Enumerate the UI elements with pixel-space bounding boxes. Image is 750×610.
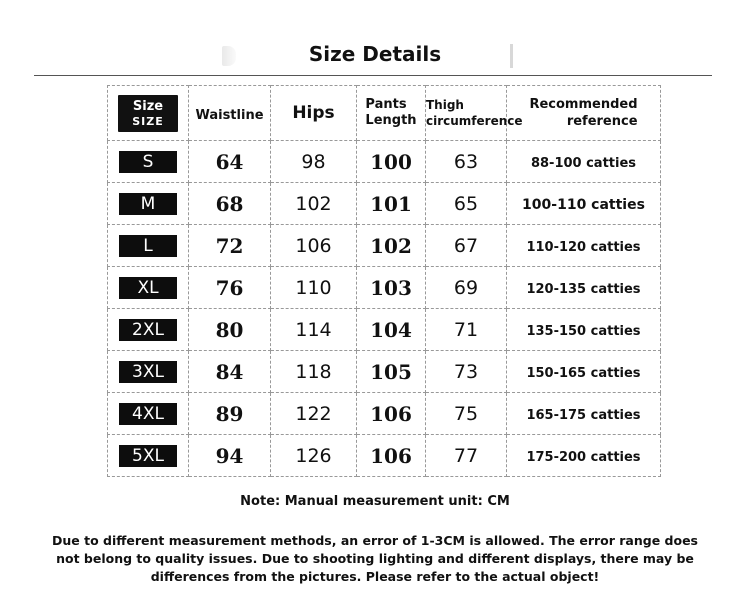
recommended-cell xyxy=(507,225,661,267)
thigh-cell xyxy=(426,351,507,393)
waistline-cell xyxy=(189,141,271,183)
pants-length-value: 101 xyxy=(370,191,412,216)
recommended-value: 150-165 catties xyxy=(526,366,641,381)
pants-length-cell xyxy=(357,267,426,309)
hips-cell xyxy=(271,267,357,309)
size-label: L xyxy=(119,235,177,257)
pants-length-value: 106 xyxy=(370,443,412,468)
header-recommended xyxy=(507,86,661,141)
size-cell xyxy=(108,267,189,309)
size-cell xyxy=(108,393,189,435)
thigh-value: 67 xyxy=(453,234,479,257)
header-size xyxy=(108,86,189,141)
hips-value: 106 xyxy=(295,234,332,257)
waistline-cell xyxy=(189,393,271,435)
recommended-value: 165-175 catties xyxy=(526,408,641,423)
pants-length-cell xyxy=(357,225,426,267)
size-header-line2: SIZE xyxy=(132,114,164,128)
waistline-cell xyxy=(189,309,271,351)
size-label: 2XL xyxy=(119,319,177,341)
hips-cell xyxy=(271,435,357,477)
hips-value: 122 xyxy=(295,402,332,425)
table-row xyxy=(108,141,661,183)
waistline-cell xyxy=(189,351,271,393)
thigh-value: 75 xyxy=(453,402,479,425)
recommended-value: 175-200 catties xyxy=(526,450,641,465)
recommended-value: 120-135 catties xyxy=(526,282,641,297)
pants-length-value: 102 xyxy=(370,233,412,258)
size-cell xyxy=(108,309,189,351)
hips-cell xyxy=(271,351,357,393)
recommended-value: 88-100 catties xyxy=(530,156,637,171)
pants-length-cell xyxy=(357,141,426,183)
thigh-value: 73 xyxy=(453,360,479,383)
pants-length-value: 105 xyxy=(370,359,412,384)
pants-length-header xyxy=(365,97,416,129)
recommended-value: 110-120 catties xyxy=(526,240,641,255)
title-divider xyxy=(34,75,712,76)
size-label: 5XL xyxy=(119,445,177,467)
rec-header-line1: Recommended xyxy=(529,97,638,112)
size-cell xyxy=(108,183,189,225)
measurement-note: Note: Manual measurement unit: CM xyxy=(240,494,510,509)
hips-value: 98 xyxy=(301,150,326,173)
waistline-value: 80 xyxy=(215,317,244,342)
thigh-cell xyxy=(426,309,507,351)
hips-cell xyxy=(271,141,357,183)
size-label: XL xyxy=(119,277,177,299)
pants-length-cell xyxy=(357,393,426,435)
thigh-header-line2: circumference xyxy=(426,114,523,128)
hips-cell xyxy=(271,183,357,225)
table-row xyxy=(108,225,661,267)
hips-cell xyxy=(271,393,357,435)
table-row xyxy=(108,309,661,351)
pants-length-value: 104 xyxy=(370,317,412,342)
recommended-cell xyxy=(507,309,661,351)
thigh-value: 69 xyxy=(453,276,479,299)
waistline-value: 72 xyxy=(215,233,244,258)
disclaimer-text: Due to different measurement methods, an error of 1-3CM is allowed. The error range does not belong to quality issues. Due to shooting lighting and different displays, there may be differences from the pictures. Please refer to the actual object! xyxy=(52,533,698,584)
waistline-value: 94 xyxy=(215,443,244,468)
recommended-cell xyxy=(507,183,661,225)
size-label: S xyxy=(119,151,177,173)
pants-length-cell xyxy=(357,435,426,477)
thigh-value: 65 xyxy=(453,192,479,215)
waistline-value: 76 xyxy=(215,275,244,300)
size-header-line1: Size xyxy=(132,98,164,114)
hips-value: 102 xyxy=(295,192,332,215)
recommended-cell xyxy=(507,435,661,477)
pants-length-cell xyxy=(357,351,426,393)
hips-value: 114 xyxy=(295,318,332,341)
waistline-cell xyxy=(189,225,271,267)
table-header-row xyxy=(108,86,661,141)
waistline-value: 84 xyxy=(215,359,244,384)
table-row xyxy=(108,393,661,435)
waistline-header: Waistline xyxy=(195,107,264,123)
waistline-cell xyxy=(189,183,271,225)
thigh-cell xyxy=(426,141,507,183)
recommended-value: 135-150 catties xyxy=(526,324,641,339)
thigh-header xyxy=(426,97,523,129)
header-pants-length xyxy=(357,86,426,141)
waistline-value: 64 xyxy=(215,149,244,174)
waistline-value: 68 xyxy=(215,191,244,216)
hips-cell xyxy=(271,225,357,267)
hips-value: 118 xyxy=(295,360,332,383)
table-row xyxy=(108,351,661,393)
size-cell xyxy=(108,225,189,267)
pants-header-line1: Pants xyxy=(365,97,407,112)
size-cell xyxy=(108,435,189,477)
pants-length-value: 106 xyxy=(370,401,412,426)
page-title: Size Details xyxy=(308,42,442,66)
thigh-cell xyxy=(426,435,507,477)
thigh-cell xyxy=(426,393,507,435)
header-hips xyxy=(271,86,357,141)
thigh-value: 71 xyxy=(453,318,479,341)
table-row xyxy=(108,435,661,477)
thigh-value: 77 xyxy=(453,444,479,467)
size-cell xyxy=(108,141,189,183)
hips-value: 126 xyxy=(295,444,332,467)
title-decoration-right xyxy=(510,44,513,68)
waistline-cell xyxy=(189,267,271,309)
hips-cell xyxy=(271,309,357,351)
pants-length-value: 103 xyxy=(370,275,412,300)
recommended-cell xyxy=(507,267,661,309)
size-header-badge xyxy=(118,95,178,132)
title-banner xyxy=(0,38,750,74)
hips-value: 110 xyxy=(295,276,332,299)
thigh-cell xyxy=(426,267,507,309)
waistline-cell xyxy=(189,435,271,477)
pants-length-cell xyxy=(357,309,426,351)
recommended-cell xyxy=(507,393,661,435)
recommended-header xyxy=(529,96,637,130)
pants-length-value: 100 xyxy=(370,149,412,174)
size-label: M xyxy=(119,193,177,215)
size-label: 4XL xyxy=(119,403,177,425)
hips-header: Hips xyxy=(292,103,335,123)
waistline-value: 89 xyxy=(215,401,244,426)
rec-header-line2: reference xyxy=(566,114,638,129)
table-row xyxy=(108,183,661,225)
thigh-value: 63 xyxy=(453,150,479,173)
table-row xyxy=(108,267,661,309)
thigh-cell xyxy=(426,183,507,225)
size-cell xyxy=(108,351,189,393)
recommended-cell xyxy=(507,351,661,393)
recommended-value: 100-110 catties xyxy=(522,197,645,213)
pants-length-cell xyxy=(357,183,426,225)
header-waistline xyxy=(189,86,271,141)
header-thigh xyxy=(426,86,523,141)
thigh-header-line1: Thigh xyxy=(426,98,464,112)
size-chart-table xyxy=(107,85,661,477)
size-label: 3XL xyxy=(119,361,177,383)
thigh-cell xyxy=(426,225,507,267)
pants-header-line2: Length xyxy=(365,113,417,128)
recommended-cell xyxy=(507,141,661,183)
